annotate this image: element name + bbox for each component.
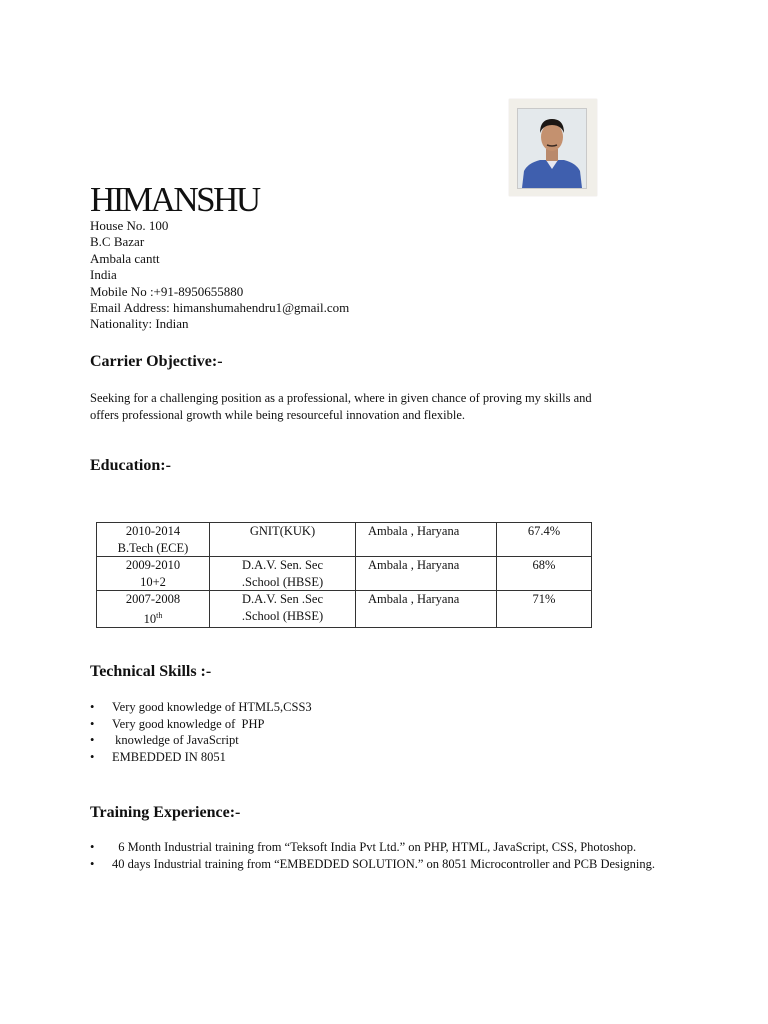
person-portrait-icon [518, 109, 586, 188]
training-text: 6 Month Industrial training from “Teksoft India Pvt Ltd.” on PHP, HTML, JavaScript, CSS, Photoshop. [112, 840, 637, 854]
list-item [90, 749, 312, 766]
institution: D.A.V. Sen. Sec [241, 558, 324, 572]
bullet-icon: • [90, 733, 95, 747]
table-cell-place: Ambala , Haryana [356, 557, 497, 591]
institution: GNIT(KUK) [249, 524, 316, 538]
skills-list [90, 699, 312, 765]
training-list [90, 839, 678, 872]
table-cell-year-degree [97, 591, 210, 628]
table-cell-institution [210, 591, 356, 628]
table-cell-score: 68% [497, 557, 592, 591]
year: 2010-2014 [125, 524, 181, 538]
institution-board: .School (HBSE) [241, 574, 324, 589]
bullet-icon: • [90, 856, 95, 871]
objective-line: offers professional growth while being resourceful innovation and flexible. [90, 407, 466, 422]
table-cell-year-degree [97, 557, 210, 591]
photo-frame [517, 108, 587, 189]
skills-heading: Technical Skills :- [90, 663, 212, 680]
degree-superscript: th [156, 610, 163, 620]
table-row [97, 523, 592, 557]
objective-line: Seeking for a challenging position as a professional, where in given chance of proving my skills and [90, 391, 592, 405]
address-line-bazar: B.C Bazar [90, 234, 145, 250]
table-row [97, 557, 592, 591]
list-item [90, 732, 312, 749]
year: 2007-2008 [125, 592, 181, 606]
table-cell-year-degree [97, 523, 210, 557]
training-text: 40 days Industrial training from “EMBEDDED SOLUTION.” on 8051 Microcontroller and PCB Designing. [112, 856, 655, 871]
address-line-house: House No. 100 [90, 218, 169, 233]
address-line-country: India [90, 267, 117, 283]
skill-text: Very good knowledge of PHP [112, 716, 265, 731]
degree-wrapper [97, 608, 209, 628]
profile-photo [509, 99, 597, 196]
table-cell-score: 67.4% [497, 523, 592, 557]
mobile-number: Mobile No :+91-8950655880 [90, 283, 244, 299]
bullet-icon: • [90, 749, 95, 764]
objective-heading: Carrier Objective:- [90, 353, 223, 370]
list-item [90, 856, 678, 873]
nationality: Nationality: Indian [90, 316, 189, 332]
skill-text: Very good knowledge of HTML5,CSS3 [112, 700, 312, 714]
candidate-name: HIMANSHU [90, 180, 259, 219]
table-cell-institution [210, 557, 356, 591]
degree: B.Tech (ECE) [117, 540, 189, 555]
bullet-icon: • [90, 716, 95, 731]
contact-block [90, 218, 349, 333]
list-item [90, 699, 312, 716]
table-cell-institution [210, 523, 356, 557]
table-cell-place: Ambala , Haryana [356, 523, 497, 557]
address-line-city: Ambala cantt [90, 250, 160, 266]
institution-board: .School (HBSE) [241, 608, 324, 623]
table-cell-score: 71% [497, 591, 592, 628]
training-heading: Training Experience:- [90, 804, 241, 821]
degree: 10+2 [140, 574, 166, 589]
degree: 10 [143, 611, 157, 626]
education-heading: Education:- [90, 457, 171, 474]
list-item [90, 839, 678, 856]
skill-text: knowledge of JavaScript [112, 733, 239, 747]
table-row [97, 591, 592, 628]
table-cell-place: Ambala , Haryana [356, 591, 497, 628]
objective-text [90, 390, 690, 423]
bullet-icon: • [90, 700, 95, 714]
bullet-icon: • [90, 840, 95, 854]
skill-text: EMBEDDED IN 8051 [112, 749, 226, 764]
list-item [90, 716, 312, 733]
email-address: Email Address: himanshumahendru1@gmail.com [90, 300, 350, 316]
education-table [96, 522, 592, 628]
institution: D.A.V. Sen .Sec [241, 592, 324, 606]
year: 2009-2010 [125, 558, 181, 572]
